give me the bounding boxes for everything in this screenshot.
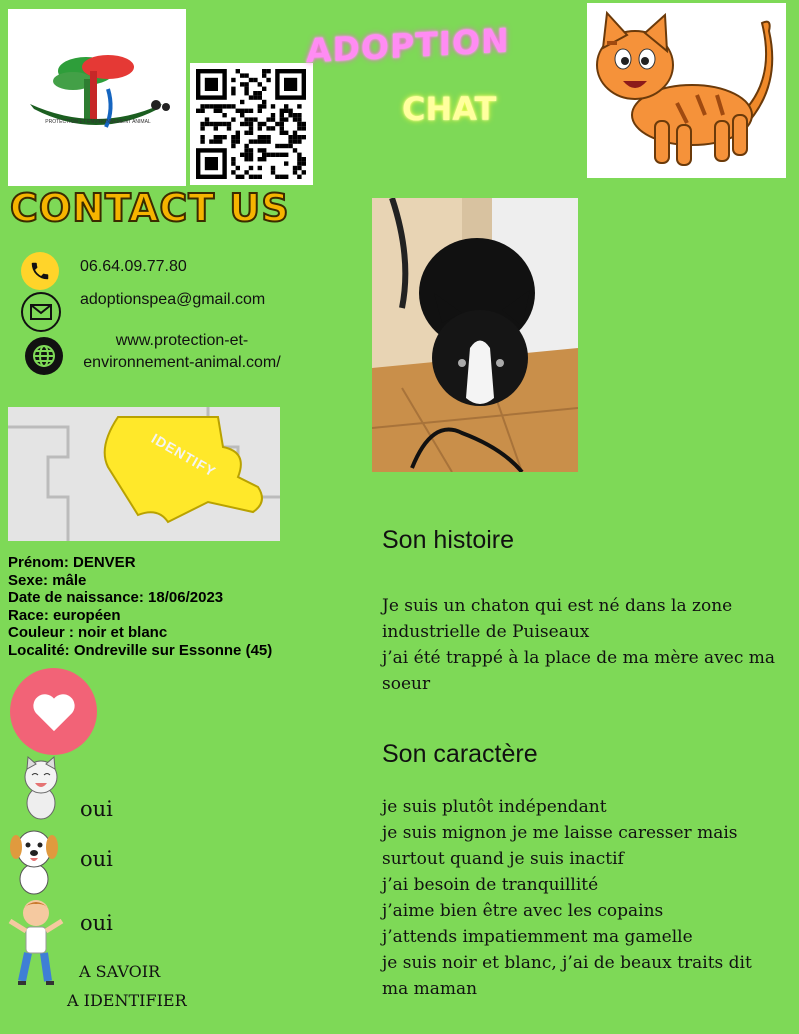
title-chat: CHAT [402, 90, 497, 128]
website-link[interactable] [62, 330, 302, 374]
animal-info [8, 554, 272, 659]
website-line-1: www.protection-et- [115, 332, 249, 349]
email-address[interactable]: adoptionspea@gmail.com [80, 291, 266, 308]
info-sexe: Sexe: mâle [8, 571, 87, 589]
contact-title: CONTACT US [10, 186, 290, 230]
caractere-line: je suis plutôt indépendant [382, 797, 607, 817]
dog-icon [8, 823, 60, 895]
histoire-text [382, 593, 797, 697]
cartoon-cat-image [587, 3, 786, 178]
caractere-line: surtout quand je suis inactif [382, 849, 624, 869]
logo-text: PROTECTION ET ENVIRONNEMENT ANIMAL [45, 119, 151, 125]
histoire-title: Son histoire [382, 526, 515, 554]
info-couleur: Couleur : noir et blanc [8, 624, 168, 641]
caractere-line: je suis noir et blanc, j’ai de beaux traits dit [382, 953, 752, 973]
caractere-text [382, 794, 797, 1002]
compat-kids: oui [80, 911, 113, 935]
info-prenom: Prénom: DENVER [8, 554, 136, 571]
phone-number[interactable]: 06.64.09.77.80 [80, 258, 187, 275]
phone-icon [21, 252, 59, 290]
histoire-line: industrielle de Puiseaux [382, 622, 590, 642]
caractere-line: je suis mignon je me laisse caresser mais [382, 823, 738, 843]
caractere-line: j’ai besoin de tranquillité [382, 875, 599, 895]
website-line-2: environnement-animal.com/ [83, 354, 281, 371]
globe-icon [25, 337, 63, 375]
cat-photo [372, 198, 578, 472]
histoire-line: Je suis un chaton qui est né dans la zone [382, 596, 733, 616]
title-adoption: ADOPTION [306, 20, 510, 71]
histoire-line: j’ai été trappé à la place de ma mère avec ma [382, 648, 776, 668]
mail-icon [21, 292, 61, 332]
kitten-icon [16, 755, 66, 821]
identify-label: IDENTIFY [148, 430, 219, 480]
a-savoir: A SAVOIR [79, 962, 161, 981]
info-localite: Localité: Ondreville sur Essonne (45) [8, 641, 273, 659]
caractere-line: ma maman [382, 979, 478, 999]
compat-cats: oui [80, 797, 113, 821]
identify-puzzle-image [8, 407, 280, 541]
a-identifier: A IDENTIFIER [67, 991, 187, 1010]
caractere-line: j’attends impatiemment ma gamelle [382, 927, 693, 947]
histoire-line: soeur [382, 674, 431, 694]
caractere-title: Son caractère [382, 740, 538, 768]
info-naissance: Date de naissance: 18/06/2023 [8, 589, 224, 606]
logo [8, 9, 186, 186]
caractere-line: j’aime bien être avec les copains [382, 901, 664, 921]
heart-icon[interactable] [10, 668, 97, 755]
child-icon [6, 895, 66, 990]
info-race: Race: européen [8, 606, 121, 624]
qr-code[interactable] [190, 63, 313, 185]
compat-dogs: oui [80, 847, 113, 871]
